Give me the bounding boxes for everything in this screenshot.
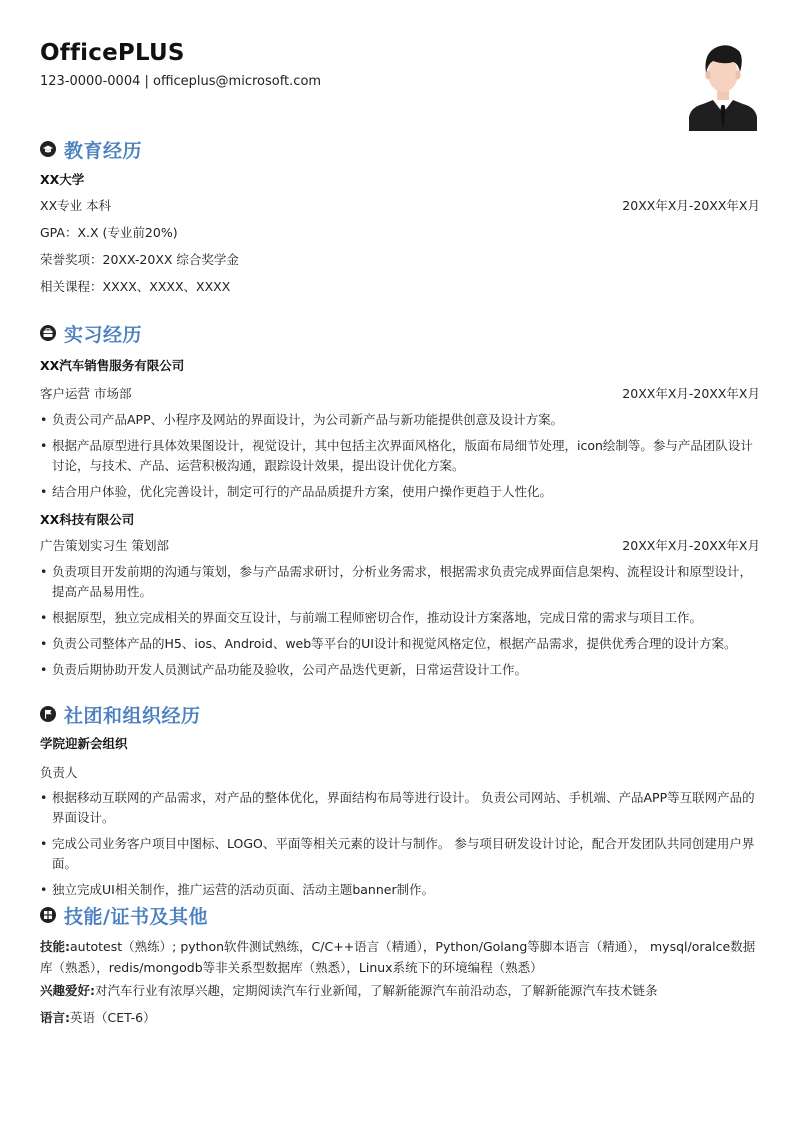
club-org: 学院迎新会组织 xyxy=(40,736,128,751)
courses: 相关课程：XXXX、XXXX、XXXX xyxy=(40,279,231,294)
job-entry xyxy=(40,357,760,502)
graduation-cap-icon xyxy=(40,141,56,157)
job-role: 广告策划实习生 策划部 xyxy=(40,538,169,553)
avatar xyxy=(689,41,757,131)
job-date: 20XX年X月-20XX年X月 xyxy=(622,538,760,553)
major-degree: XX专业 本科 xyxy=(40,198,112,213)
education-date: 20XX年X月-20XX年X月 xyxy=(622,198,760,213)
job-row xyxy=(40,385,760,403)
club-heading xyxy=(40,701,760,727)
briefcase-icon xyxy=(40,325,56,341)
contact-info: 123-0000-0004 | officeplus@microsoft.com xyxy=(40,74,322,89)
hobby-text: 对汽车行业有浓厚兴趣，定期阅读汽车行业新闻，了解新能源汽车前沿动态，了解新能源汽车技术链条 xyxy=(95,983,658,998)
list-item: • 结合用户体验，优化完善设计，制定可行的产品品质提升方案，使用户操作更趋于人性化。 xyxy=(40,482,760,502)
list-item: • 根据原型，独立完成相关的界面交互设计，与前端工程师密切合作，推动设计方案落地，完成日常的需求与项目工作。 xyxy=(40,608,760,628)
job-entry xyxy=(40,511,760,680)
list-item: • 根据移动互联网的产品需求，对产品的整体优化，界面结构布局等进行设计。 负责公司网站、手机端、产品APP等互联网产品的界面设计。 xyxy=(40,788,760,828)
school-name: XX大学 xyxy=(40,172,85,187)
skills-label: 技能: xyxy=(40,939,70,954)
language-line xyxy=(40,1009,760,1027)
skills-heading xyxy=(40,902,760,928)
hobby-line xyxy=(40,982,760,1000)
education-heading xyxy=(40,136,760,162)
list-item: • 完成公司业务客户项目中图标、LOGO、平面等相关元素的设计与制作。 参与项目研发设计讨论，配合开发团队共同创建用户界面。 xyxy=(40,834,760,874)
job-bullets xyxy=(40,410,760,502)
language-text: 英语（CET-6） xyxy=(70,1010,156,1025)
right-ear xyxy=(735,71,740,80)
club-role: 负责人 xyxy=(40,765,78,780)
hobby-label: 兴趣爱好: xyxy=(40,983,95,998)
skills-line xyxy=(40,936,760,978)
internship-heading xyxy=(40,320,760,346)
internship-section xyxy=(40,320,760,680)
education-title: 教育经历 xyxy=(64,139,143,162)
skills-text: autotest（熟练）; python软件测试熟练，C/C++语言（精通），Python/Golang等脚本语言（精通）， mysql/oralce数据库（熟悉），redis/mongodb等非关系型数据库（熟悉），Linux系统下的环境编程（熟悉） xyxy=(40,939,756,975)
flag-icon xyxy=(40,706,56,722)
job-row xyxy=(40,537,760,555)
list-item: • 根据产品原型进行具体效果图设计，视觉设计，其中包括主次界面风格化，版面布局细节处理，icon绘制等。参与产品团队设计讨论，与技术、产品、运营积极沟通，跟踪设计效果，提出设计优化方案。 xyxy=(40,436,760,476)
club-section xyxy=(40,701,760,900)
list-item: • 独立完成UI相关制作，推广运营的活动页面、活动主题banner制作。 xyxy=(40,880,760,900)
skills-title: 技能/证书及其他 xyxy=(64,905,208,928)
honors: 荣誉奖项：20XX-20XX 综合奖学金 xyxy=(40,252,239,267)
company-name: XX科技有限公司 xyxy=(40,512,135,527)
list-item: • 负责项目开发前期的沟通与策划，参与产品需求研讨，分析业务需求，根据需求负责完成界面信息架构、流程设计和原型设计，提高产品易用性。 xyxy=(40,562,760,602)
education-row xyxy=(40,197,760,215)
list-item: • 负责公司产品APP、小程序及网站的界面设计，为公司新产品与新功能提供创意及设计方案。 xyxy=(40,410,760,430)
grid-icon xyxy=(40,907,56,923)
list-item: • 负责后期协助开发人员测试产品功能及验收，公司产品迭代更新，日常运营设计工作。 xyxy=(40,660,760,680)
gpa: GPA：X.X (专业前20%) xyxy=(40,225,178,240)
internship-title: 实习经历 xyxy=(64,323,143,346)
club-title: 社团和组织经历 xyxy=(64,704,201,727)
job-role: 客户运营 市场部 xyxy=(40,386,132,401)
resume-header xyxy=(40,38,640,91)
club-bullets xyxy=(40,788,760,900)
skills-section xyxy=(40,902,760,1027)
candidate-name: OfficePLUS xyxy=(40,40,185,66)
language-label: 语言: xyxy=(40,1010,70,1025)
job-date: 20XX年X月-20XX年X月 xyxy=(622,386,760,401)
education-section xyxy=(40,136,760,296)
list-item: • 负责公司整体产品的H5、ios、Android、web等平台的UI设计和视觉风格定位，根据产品需求，提供优秀合理的设计方案。 xyxy=(40,634,760,654)
job-bullets xyxy=(40,562,760,680)
company-name: XX汽车销售服务有限公司 xyxy=(40,358,185,373)
